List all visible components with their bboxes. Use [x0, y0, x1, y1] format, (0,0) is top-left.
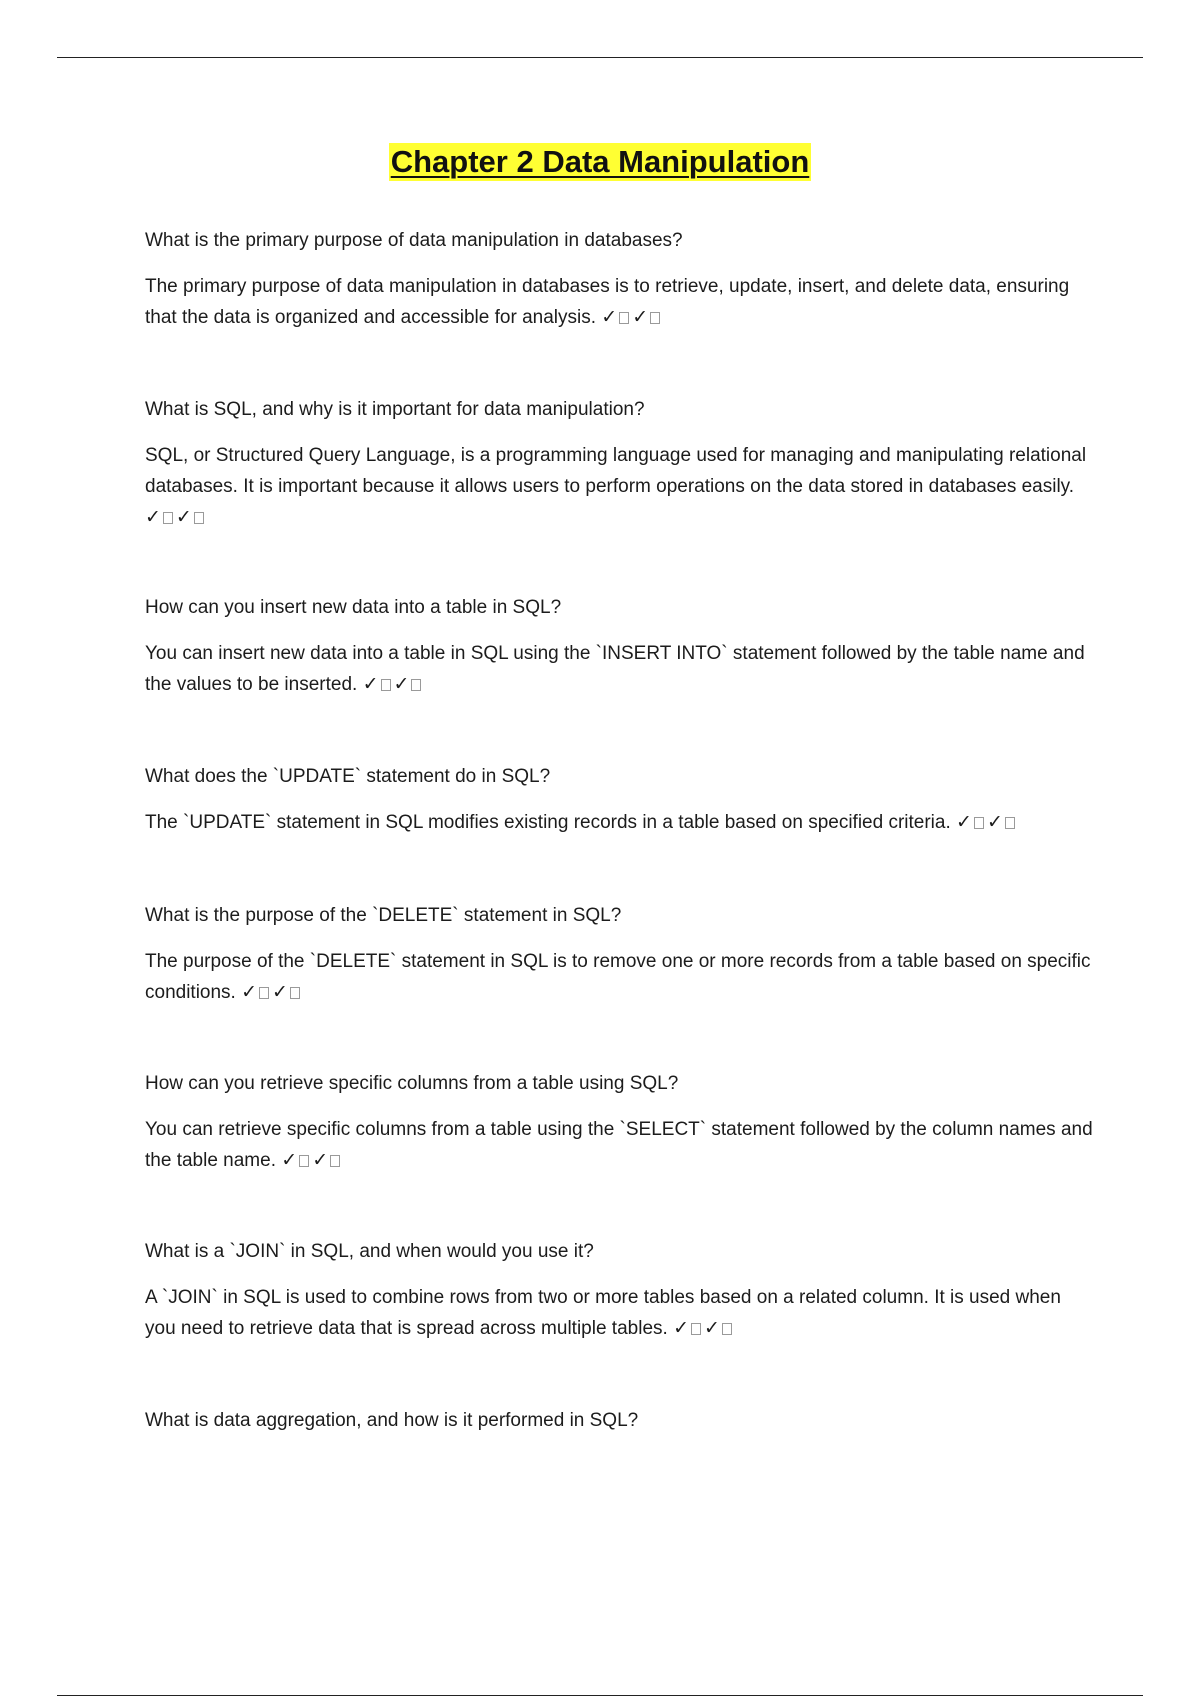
box-icon: [290, 987, 300, 999]
box-icon: [722, 1323, 732, 1335]
check-icon: ✓: [393, 673, 410, 695]
box-icon: [259, 987, 269, 999]
page-title: Chapter 2 Data Manipulation: [390, 144, 810, 179]
answer-body: The primary purpose of data manipulation in databases is to retrieve, update, insert, and delete data, ensuring that the data is organized and accessible for analysis.: [145, 276, 1070, 328]
title-container: [0, 143, 1200, 181]
qa-item: [145, 1071, 1095, 1176]
question-text: What is the primary purpose of data manipulation in databases?: [145, 230, 683, 251]
qa-item: [145, 764, 1095, 838]
answer-text: [145, 1114, 1095, 1176]
check-icon: ✓: [673, 1317, 689, 1339]
answer-text: [145, 807, 1095, 838]
question-text: What is SQL, and why is it important for data manipulation?: [145, 399, 645, 420]
check-icon: ✓: [241, 981, 258, 1003]
check-marks: [145, 507, 207, 528]
check-marks: [601, 307, 663, 328]
question-text: What is data aggregation, and how is it performed in SQL?: [145, 1410, 639, 1431]
check-marks: [363, 674, 425, 695]
box-icon: [330, 1155, 340, 1167]
qa-item: [145, 1408, 1095, 1434]
answer-text: [145, 946, 1095, 1008]
check-icon: ✓: [601, 306, 618, 328]
qa-item: [145, 595, 1095, 700]
answer-text: [145, 1282, 1095, 1344]
qa-item: [145, 903, 1095, 1008]
answer-text: [145, 440, 1095, 533]
qa-item: [145, 228, 1095, 333]
check-icon: ✓: [281, 1149, 298, 1171]
qa-item: [145, 397, 1095, 533]
top-rule: [57, 57, 1143, 58]
check-icon: ✓: [312, 1149, 329, 1171]
box-icon: [381, 679, 391, 691]
check-icon: ✓: [986, 811, 1003, 833]
check-marks: [673, 1318, 735, 1339]
question-text: How can you insert new data into a table in SQL?: [145, 597, 562, 618]
box-icon: [650, 312, 660, 324]
box-icon: [299, 1155, 309, 1167]
answer-body: The `UPDATE` statement in SQL modifies existing records in a table based on specified criteria.: [145, 812, 951, 833]
box-icon: [1005, 817, 1015, 829]
qa-item: [145, 1239, 1095, 1344]
bottom-rule: [57, 1695, 1143, 1696]
question-text: What does the `UPDATE` statement do in SQL?: [145, 766, 551, 787]
box-icon: [974, 817, 984, 829]
question-text: How can you retrieve specific columns from a table using SQL?: [145, 1073, 679, 1094]
box-icon: [411, 679, 421, 691]
check-marks: [956, 812, 1018, 833]
check-icon: ✓: [956, 811, 972, 833]
answer-body: The purpose of the `DELETE` statement in SQL is to remove one or more records from a table based on specific conditions.: [145, 951, 1091, 1003]
check-icon: ✓: [175, 506, 192, 528]
answer-body: You can insert new data into a table in SQL using the `INSERT INTO` statement followed by the table name and the values to be inserted.: [145, 643, 1085, 695]
answer-text: [145, 271, 1095, 333]
answer-body: A `JOIN` in SQL is used to combine rows from two or more tables based on a related column. It is used when you need to retrieve data that is spread across multiple tables.: [145, 1287, 1061, 1339]
box-icon: [194, 512, 204, 524]
answer-text: [145, 638, 1095, 700]
check-icon: ✓: [632, 306, 649, 328]
box-icon: [619, 312, 629, 324]
box-icon: [163, 512, 173, 524]
check-marks: [241, 982, 303, 1003]
check-icon: ✓: [272, 981, 288, 1003]
question-text: What is a `JOIN` in SQL, and when would you use it?: [145, 1241, 594, 1262]
check-marks: [281, 1150, 343, 1171]
check-icon: ✓: [704, 1317, 720, 1339]
check-icon: ✓: [362, 673, 379, 695]
question-text: What is the purpose of the `DELETE` statement in SQL?: [145, 905, 622, 926]
answer-body: SQL, or Structured Query Language, is a programming language used for managing and manipulating relational databases. It is important because it allows users to perform operations on the data stored in databases easily.: [145, 445, 1087, 497]
answer-body: You can retrieve specific columns from a table using the `SELECT` statement followed by the column names and the table name.: [145, 1119, 1093, 1171]
check-icon: ✓: [145, 506, 161, 528]
box-icon: [691, 1323, 701, 1335]
